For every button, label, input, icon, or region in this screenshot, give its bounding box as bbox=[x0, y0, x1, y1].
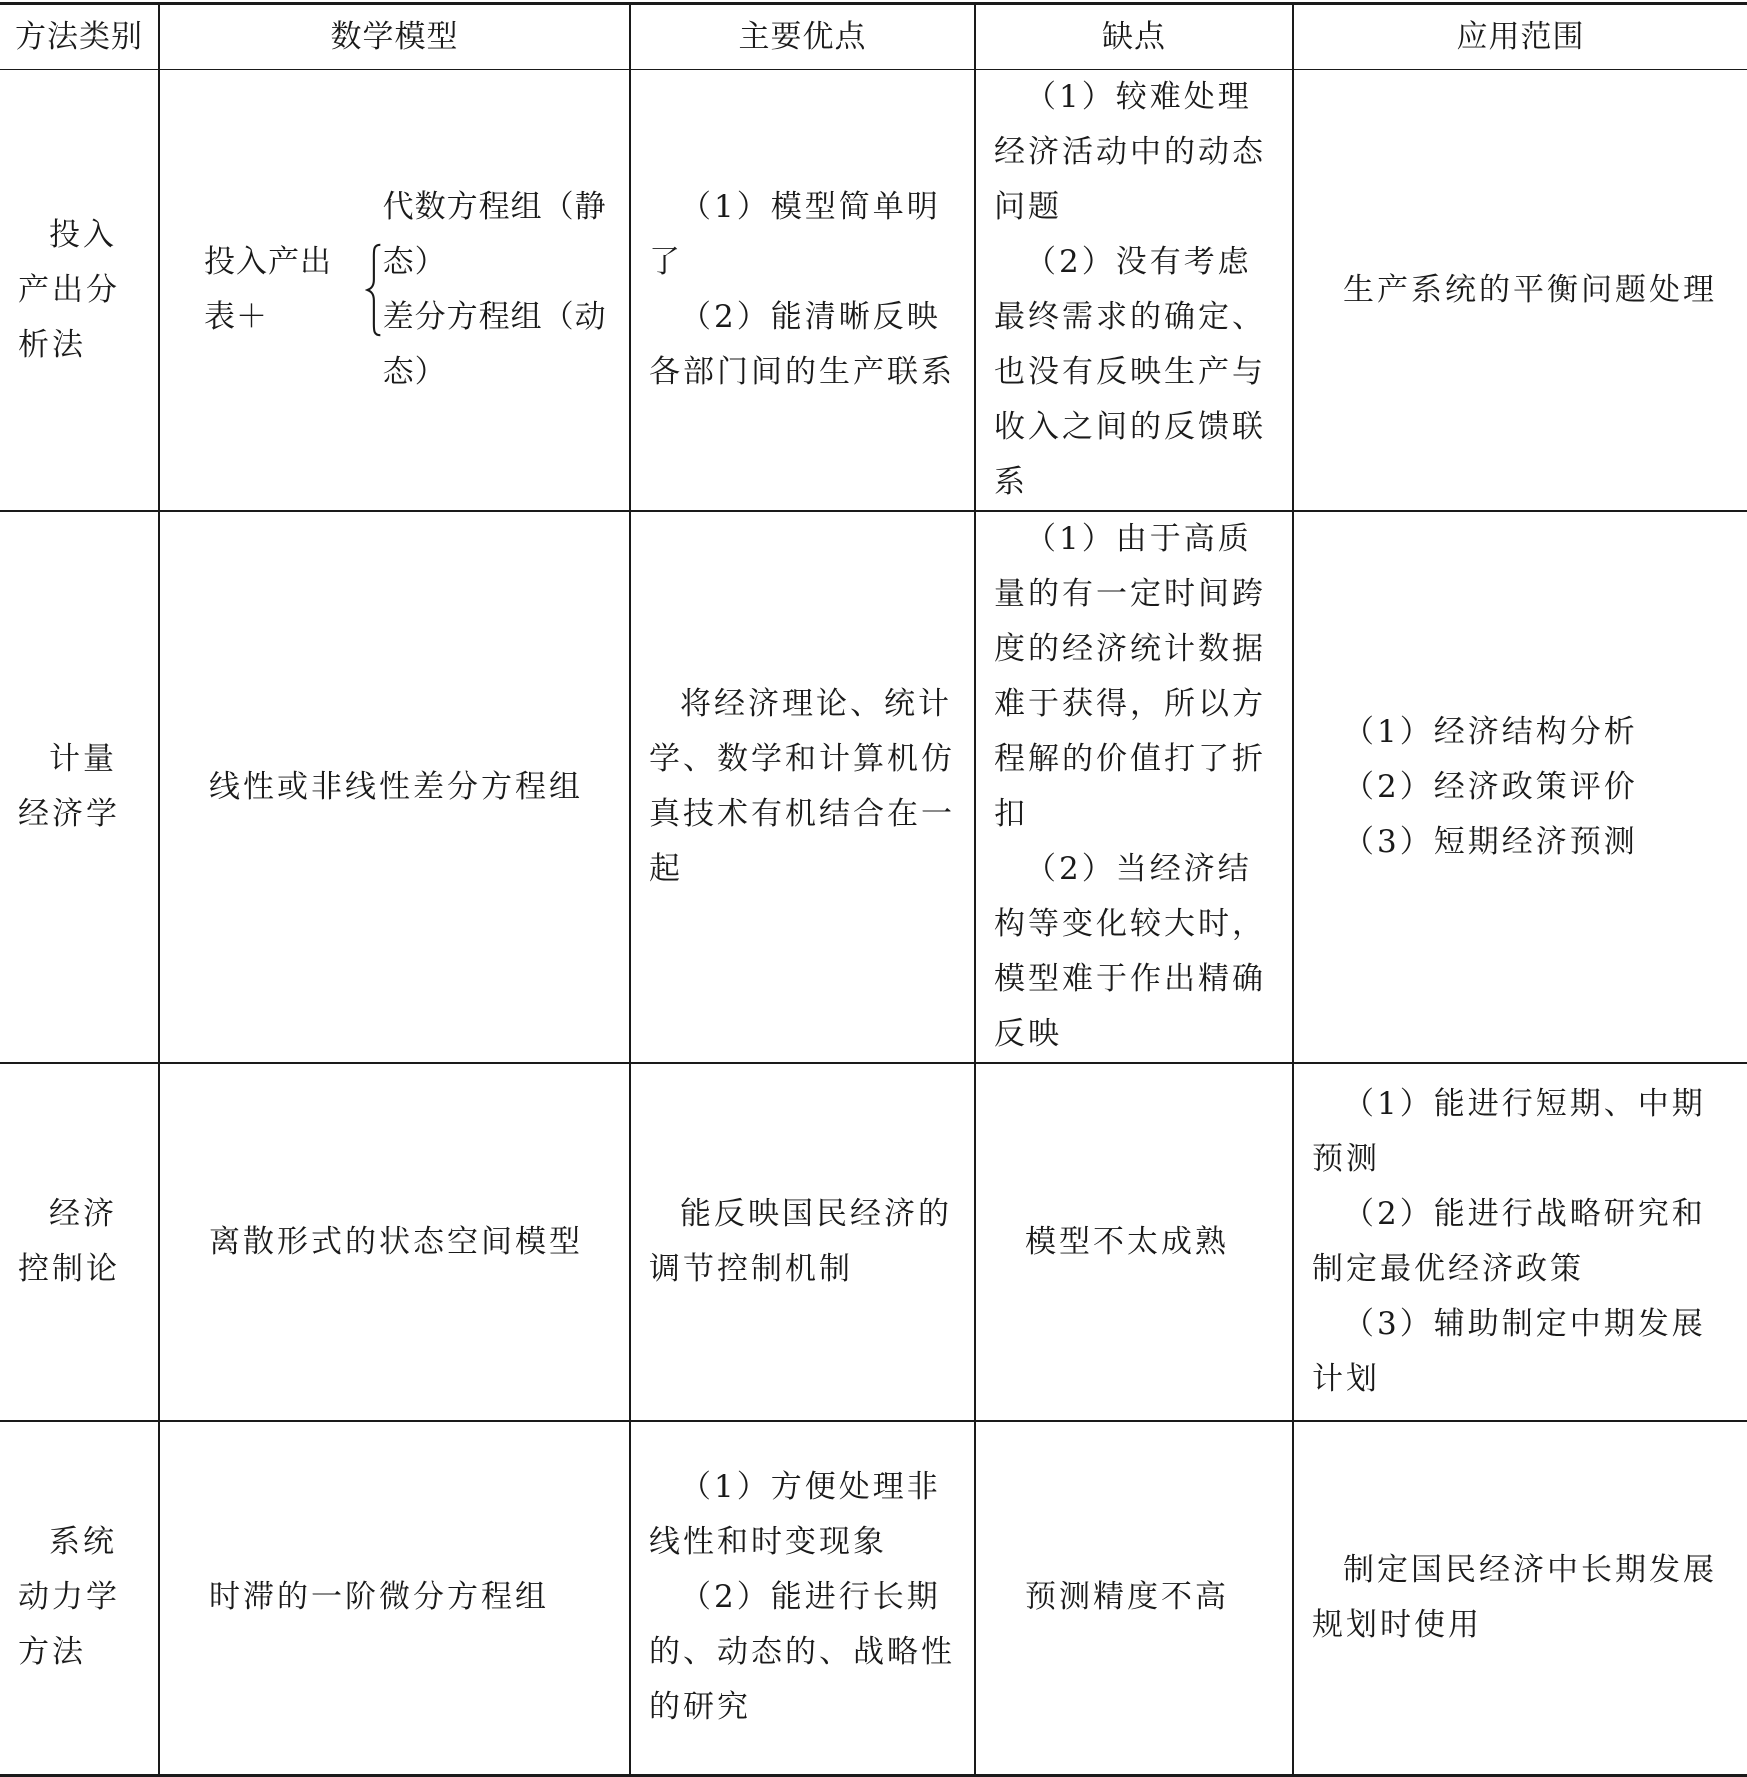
scope-item: （2）经济政策评价 bbox=[1343, 768, 1638, 805]
scope-item: （3）辅助制定中期发展计划 bbox=[1312, 1306, 1706, 1397]
advantage-item: （1）方便处理非线性和时变现象 bbox=[649, 1469, 941, 1561]
table-row bbox=[0, 1421, 1747, 1775]
advantage-item: （2）能进行长期的、动态的、战略性的研究 bbox=[649, 1579, 955, 1726]
disadvantage-item: 模型不太成熟 bbox=[1025, 1223, 1229, 1260]
header-disadvantages: 缺点 bbox=[975, 4, 1293, 70]
disadvantages-cell bbox=[975, 1421, 1293, 1775]
header-model: 数学模型 bbox=[159, 4, 630, 70]
model-brace-group bbox=[365, 180, 615, 400]
category-cell bbox=[0, 1063, 159, 1421]
scope-item: （2）能进行战略研究和制定最优经济政策 bbox=[1312, 1196, 1706, 1287]
scope-cell bbox=[1293, 1421, 1747, 1775]
disadvantage-item: 预测精度不高 bbox=[1025, 1579, 1229, 1616]
scope-item: 生产系统的平衡问题处理 bbox=[1343, 271, 1717, 308]
advantage-item: 能反映国民经济的调节控制机制 bbox=[649, 1196, 952, 1287]
table-row bbox=[0, 511, 1747, 1063]
model-formula bbox=[178, 180, 615, 400]
scope-cell bbox=[1293, 70, 1747, 512]
table-row bbox=[0, 70, 1747, 512]
disadvantages-cell bbox=[975, 70, 1293, 512]
comparison-table bbox=[0, 2, 1747, 1777]
model-options bbox=[383, 180, 615, 400]
table-header-row bbox=[0, 4, 1747, 70]
category-cell bbox=[0, 511, 159, 1063]
scope-item: （3）短期经济预测 bbox=[1343, 823, 1638, 860]
advantages-cell bbox=[630, 1421, 975, 1775]
category-text: 经济控制论 bbox=[18, 1196, 120, 1287]
disadvantage-item: （2）当经济结构等变化较大时，模型难于作出精确反映 bbox=[994, 851, 1266, 1052]
model-option-dynamic: 差分方程组（动态） bbox=[382, 299, 607, 390]
left-brace-icon bbox=[365, 231, 383, 349]
model-cell bbox=[159, 511, 630, 1063]
category-text: 投入产出分析法 bbox=[18, 216, 120, 363]
model-option-static: 代数方程组（静态） bbox=[382, 189, 607, 280]
scope-item: 制定国民经济中长期发展规划时使用 bbox=[1312, 1551, 1717, 1643]
scope-item: （1）经济结构分析 bbox=[1343, 713, 1638, 750]
advantages-cell bbox=[630, 70, 975, 512]
scope-cell bbox=[1293, 1063, 1747, 1421]
model-cell bbox=[159, 1063, 630, 1421]
advantages-cell bbox=[630, 1063, 975, 1421]
disadvantage-item: （2）没有考虑最终需求的确定、也没有反映生产与收入之间的反馈联系 bbox=[994, 244, 1266, 500]
model-text: 时滞的一阶微分方程组 bbox=[209, 1579, 549, 1616]
advantage-item: 将经济理论、统计学、数学和计算机仿真技术有机结合在一起 bbox=[649, 686, 955, 887]
category-text: 系统动力学方法 bbox=[18, 1524, 120, 1671]
header-advantages: 主要优点 bbox=[630, 4, 975, 70]
model-prefix: 投入产出表＋ bbox=[204, 244, 332, 335]
scope-item: （1）能进行短期、中期预测 bbox=[1312, 1086, 1706, 1177]
disadvantages-cell bbox=[975, 511, 1293, 1063]
header-category: 方法类别 bbox=[0, 4, 159, 70]
category-text: 计量经济学 bbox=[18, 741, 120, 832]
advantage-item: （1）模型简单明了 bbox=[649, 189, 941, 280]
model-cell bbox=[159, 1421, 630, 1775]
disadvantage-item: （1）较难处理经济活动中的动态问题 bbox=[994, 79, 1266, 225]
model-cell bbox=[159, 70, 630, 512]
model-text: 离散形式的状态空间模型 bbox=[209, 1223, 583, 1260]
header-scope: 应用范围 bbox=[1293, 4, 1747, 70]
table-row bbox=[0, 1063, 1747, 1421]
disadvantages-cell bbox=[975, 1063, 1293, 1421]
scope-cell bbox=[1293, 511, 1747, 1063]
advantages-cell bbox=[630, 511, 975, 1063]
category-cell bbox=[0, 1421, 159, 1775]
model-text: 线性或非线性差分方程组 bbox=[209, 768, 583, 805]
disadvantage-item: （1）由于高质量的有一定时间跨度的经济统计数据难于获得，所以方程解的价值打了折扣 bbox=[994, 521, 1266, 832]
advantage-item: （2）能清晰反映各部门间的生产联系 bbox=[649, 299, 955, 390]
category-cell bbox=[0, 70, 159, 512]
